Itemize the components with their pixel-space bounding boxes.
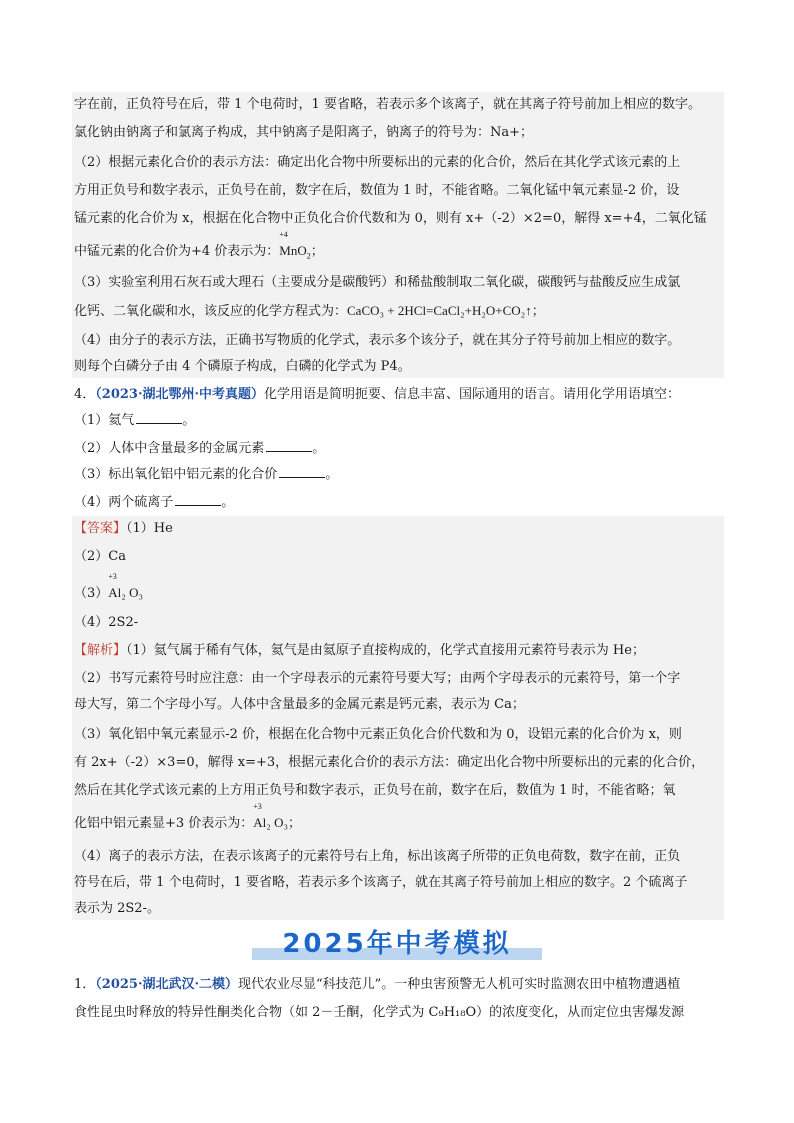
punctuation: ；	[288, 816, 302, 831]
answer-blank	[279, 465, 325, 478]
formula-text: MnO	[279, 243, 307, 258]
question-4-item	[74, 464, 724, 486]
explanation-line: （4）由分子的表示方法，正确书写物质的化学式，表示多个该分子，就在其分子符号前加上相应的数字。	[74, 333, 681, 348]
valence-charge: +4	[279, 230, 288, 239]
answer-blank	[266, 439, 312, 452]
item-text: （3）标出氧化铝中铝元素的化合价	[74, 467, 278, 482]
question-text: 化学用语是简明扼要、信息丰富、国际通用的语言。请用化学用语填空：	[264, 387, 681, 402]
punctuation: ；	[531, 304, 545, 319]
explanation-line: 字在前，正负符号在后，带 1 个电荷时，1 要省略，若表示多个该离子，就在其离子符号前加上相应的数字。	[74, 97, 701, 112]
explanation-line: （2）根据元素化合价的表示方法：确定出化合物中所要标出的元素的化合价，然后在其化学式该元素的上	[74, 155, 681, 170]
punctuation: 。	[312, 441, 326, 456]
analysis-line	[74, 802, 724, 835]
item-text: （4）两个硫离子	[74, 495, 174, 510]
explanation-line: （3）实验室利用石灰石或大理石（主要成分是碳酸钙）和稀盐酸制取二氧化碳，碳酸钙与盐酸反应生成氯	[74, 275, 681, 290]
valence-formula	[108, 572, 143, 604]
formula-text: Al₂ O₃	[253, 815, 288, 830]
analysis-line: （2）书写元素符号时应注意：由一个字母表示的元素符号要大写；由两个字母表示的元素符号，第一个字	[74, 671, 681, 686]
analysis-line: 符号在后，带 1 个电荷时，1 要省略，若表示多个该离子，就在其离子符号前加上相应的数字。2 个硫离子	[74, 875, 688, 890]
question-number: 4．	[74, 387, 96, 402]
answer-line	[74, 518, 724, 540]
section-banner	[252, 926, 542, 962]
analysis-line: 有 2x+（-2）×3=0，解得 x=+3，根据元素化合价的表示方法：确定出化合物中所要标出的元素的化合价，	[74, 755, 705, 770]
valence-charge: +3	[253, 802, 262, 811]
answer-text: （3）	[74, 586, 109, 601]
punctuation: ；	[310, 244, 324, 259]
analysis-label: 【解析】	[74, 643, 127, 658]
question-4-item	[74, 492, 724, 514]
answer-line: （2）Ca	[74, 549, 126, 564]
banner-title: 2025年中考模拟	[282, 929, 512, 959]
answer-line	[74, 572, 724, 605]
valence-formula	[279, 230, 311, 268]
explanation-line: 则每个白磷分子由 4 个磷原子构成，白磷的化学式为 P4。	[74, 359, 411, 374]
analysis-line: 表示为 2S2-。	[74, 901, 160, 916]
question-1-stem	[74, 974, 724, 996]
punctuation: 。	[325, 467, 339, 482]
analysis-line: （3）氧化铝中氧元素显示-2 价，根据在化合物中元素正负化合价代数和为 0，设铝元素的化合价为 x，则	[74, 727, 682, 742]
item-text: （1）氦气	[74, 413, 135, 428]
explanation-text: 化钙、二氧化碳和水，该反应的化学方程式为：	[74, 304, 348, 319]
analysis-line: 然后在其化学式该元素的上方用正负号和数字表示，正负号在前，数字在后，数值为 1 时，不能省略；氧	[74, 783, 676, 798]
item-text: （2）人体中含量最多的金属元素	[74, 441, 265, 456]
question-number: 1．	[74, 977, 96, 992]
explanation-line: 锰元素的化合价为 x，根据在化合物中正负化合价代数和为 0，则有 x+（-2）×2=0，解得 x=+4，二氧化锰	[74, 211, 707, 226]
valence-charge: +3	[108, 572, 117, 581]
answer-blank	[175, 493, 221, 506]
explanation-line: 方用正负号和数字表示，正负号在前，数字在后，数值为 1 时，不能省略。二氧化锰中氧元素显-2 价，设	[74, 183, 680, 198]
answer-text: （1）He	[126, 521, 173, 536]
question-source: （2025·湖北武汉·二模）	[95, 977, 239, 992]
question-text: 现代农业尽显“科技范儿”。一种虫害预警无人机可实时监测农田中植物遭遇植	[238, 977, 681, 992]
analysis-line: 母大写，第二个字母小写。人体中含量最多的金属元素是钙元素，表示为 Ca；	[74, 697, 525, 712]
answer-label: 【答案】	[74, 521, 127, 536]
question-1-stem: 食性昆虫时释放的特异性酮类化合物（如 2－壬酮，化学式为 C₉H₁₈O）的浓度变化，从而定位虫害爆发源	[74, 1005, 685, 1020]
analysis-line	[74, 640, 724, 662]
answer-blank	[136, 411, 182, 424]
formula-subscript: 2	[306, 251, 311, 261]
analysis-text: （1）氦气属于稀有气体，氦气是由氦原子直接构成的，化学式直接用元素符号表示为 He；	[126, 643, 645, 658]
punctuation: 。	[221, 495, 235, 510]
explanation-line	[74, 300, 724, 323]
question-4-stem	[74, 384, 724, 406]
question-4-item	[74, 410, 724, 432]
explanation-text: 中锰元素的化合价为+4 价表示为：	[74, 244, 280, 259]
valence-formula	[253, 802, 288, 834]
answer-line: （4）2S2-	[74, 615, 139, 630]
question-source: （2023·湖北鄂州·中考真题）	[95, 387, 265, 402]
punctuation: 。	[182, 413, 196, 428]
analysis-text: 化铝中铝元素显+3 价表示为：	[74, 816, 254, 831]
explanation-line: 氯化钠由钠离子和氯离子构成，其中钠离子是阳离子，钠离子的符号为：Na+；	[74, 125, 534, 140]
explanation-line	[74, 230, 724, 268]
analysis-line: （4）离子的表示方法，在表示该离子的元素符号右上角，标出该离子所带的正负电荷数，数字在前，正负	[74, 849, 681, 864]
question-4-item	[74, 438, 724, 460]
formula-text: Al₂ O₃	[108, 585, 143, 600]
chemical-equation: CaCO₃ + 2HCl=CaCl₂+H₂O+CO₂↑	[347, 303, 532, 318]
